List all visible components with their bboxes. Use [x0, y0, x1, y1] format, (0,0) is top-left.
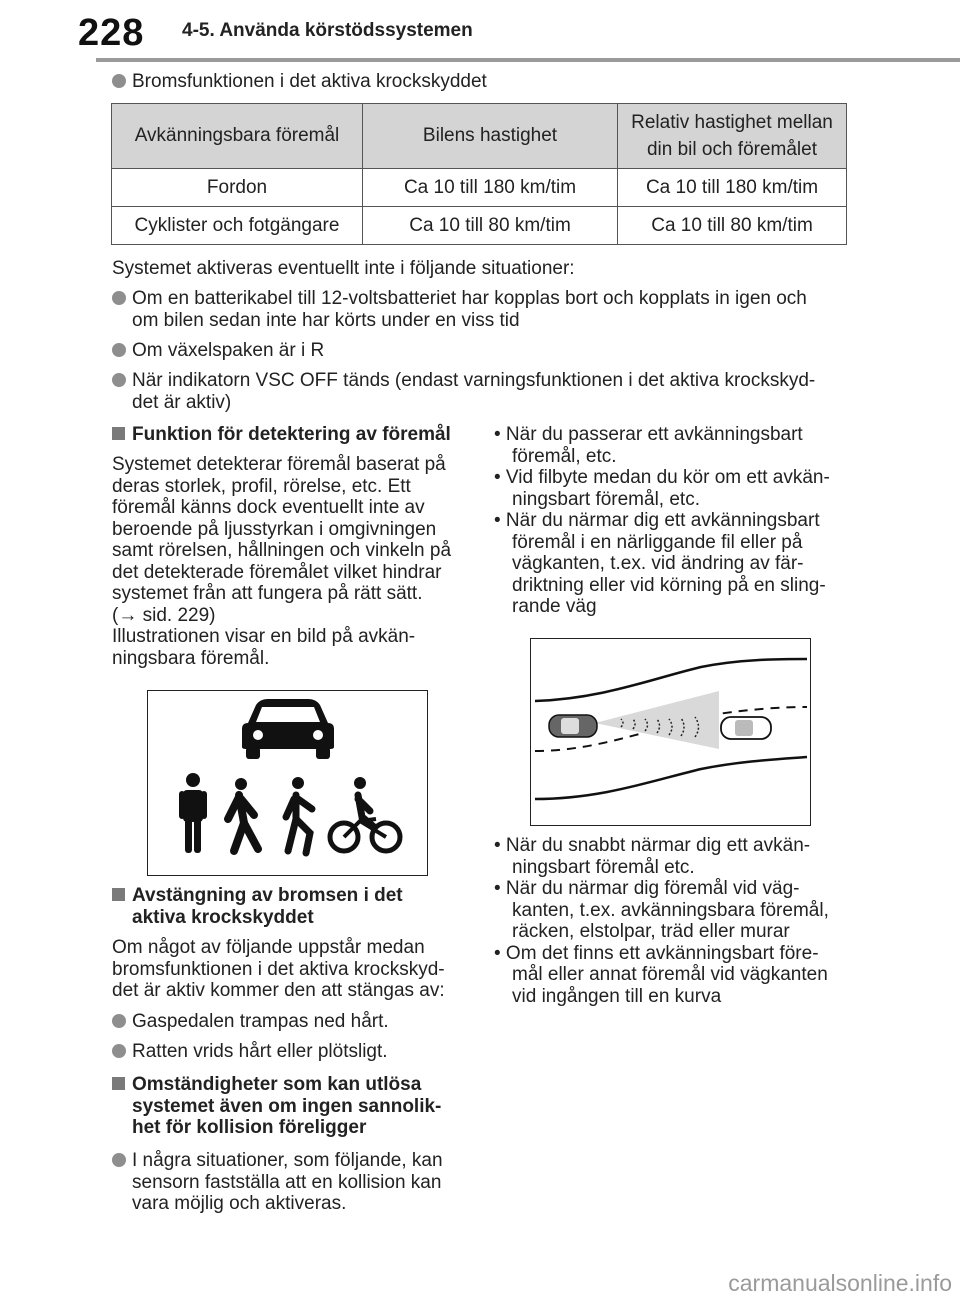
- table-cell: Ca 10 till 80 km/tim: [363, 207, 618, 245]
- circumstances-heading: Omständigheter som kan utlösa systemet även om ingen sannolik- het för kollision föreligger: [112, 1074, 441, 1139]
- square-bullet-icon: [112, 888, 125, 901]
- table-header-line: Relativ hastighet mellan: [631, 112, 833, 133]
- watermark: carmanualsonline.info: [728, 1270, 952, 1296]
- bullet-icon: [112, 74, 126, 88]
- page-reference-link[interactable]: (→ sid. 229): [112, 604, 216, 626]
- objects-figure: [147, 690, 428, 876]
- not-activate-item: Om en batterikabel till 12-voltsbatteriet har kopplas bort och kopplats in igen och om bilen sedan inte har körts under en viss tid: [112, 288, 852, 331]
- bullet-icon: [112, 373, 126, 387]
- bullet-icon: [112, 291, 126, 305]
- page-number: 228: [78, 12, 145, 54]
- disable-item: Gaspedalen trampas ned hårt.: [112, 1011, 389, 1033]
- curved-road-sensor-illustration: [531, 639, 810, 825]
- square-bullet-icon: [112, 1077, 125, 1090]
- road-figure: [530, 638, 811, 826]
- square-bullet-icon: [112, 427, 125, 440]
- table-cell: Ca 10 till 80 km/tim: [618, 207, 847, 245]
- bullet-icon: [112, 343, 126, 357]
- table-cell: Ca 10 till 180 km/tim: [618, 169, 847, 207]
- list-item: • När du snabbt närmar dig ett avkän- ningsbart föremål etc.: [494, 835, 811, 878]
- bullet-icon: [112, 1014, 126, 1028]
- table-row: [112, 169, 847, 207]
- table-header-row: [112, 104, 847, 169]
- not-activate-intro: Systemet aktiveras eventuellt inte i följande situationer:: [112, 258, 575, 279]
- detection-heading: Funktion för detektering av föremål: [112, 424, 451, 446]
- bullet-icon: [112, 1044, 126, 1058]
- pedestrian-running-icon: [286, 777, 312, 853]
- list-item: • När du passerar ett avkänningsbart föremål, etc.: [494, 424, 803, 467]
- disable-heading: Avstängning av bromsen i det aktiva krockskyddet: [112, 885, 403, 928]
- table-header-cell: Bilens hastighet: [363, 104, 618, 169]
- situation-list-top: [494, 424, 854, 618]
- pedestrian-standing-icon: [179, 773, 207, 853]
- table-header-line: din bil och föremålet: [646, 139, 818, 160]
- bullet-icon: [112, 1153, 126, 1167]
- car-icon: [242, 699, 334, 759]
- section-title: 4-5. Använda körstödssystemen: [182, 20, 473, 41]
- list-item: • När du närmar dig föremål vid väg- kanten, t.ex. avkänningsbara föremål, räcken, elstolpar, träd eller murar: [494, 878, 829, 942]
- vehicle-pedestrians-cyclist-icons: [148, 691, 427, 875]
- disable-item: Ratten vrids hårt eller plötsligt.: [112, 1041, 388, 1063]
- list-item: • När du närmar dig ett avkänningsbart föremål i en närliggande fil eller på vägkanten, t.ex. vid ändring av fär- driktning eller vid körning på en sling- rande väg: [494, 510, 826, 617]
- circumstances-item: I några situationer, som följande, kan sensorn fastställa att en kollision kan vara möjlig och aktiveras.: [112, 1150, 443, 1215]
- not-activate-item: När indikatorn VSC OFF tänds (endast varningsfunktionen i det aktiva krockskyd- det är aktiv): [112, 370, 852, 413]
- header-divider: [96, 58, 960, 62]
- speed-table: [111, 103, 847, 245]
- sensor-beam: [595, 691, 719, 749]
- intro-bullet: Bromsfunktionen i det aktiva krockskyddet: [112, 71, 487, 93]
- disable-paragraph: Om något av följande uppstår medan bromsfunktionen i det aktiva krockskyd- det är aktiv kommer den att stängas av:: [112, 937, 445, 1001]
- situation-list-bottom: [494, 835, 854, 1007]
- pedestrian-walking-icon: [228, 778, 258, 851]
- own-car-icon: [549, 715, 597, 737]
- table-header-cell: [618, 104, 847, 169]
- table-cell: Fordon: [112, 169, 363, 207]
- list-item: • Om det finns ett avkänningsbart före- mål eller annat föremål vid vägkanten vid ingången till en kurva: [494, 942, 828, 1007]
- detection-paragraph: Systemet detekterar föremål baserat på deras storlek, profil, rörelse, etc. Ett föremål känns dock eventuellt inte av beroende på ljusstyrkan i omgivningen samt rörelsen, hållningen och vinkeln på det detekterade föremålet vilket hindrar systemet från att fungera på rätt sätt. (→ sid. 229) Illustrationen visar en bild på avkän- ningsbara föremål.: [112, 454, 472, 669]
- target-car-icon: [721, 717, 771, 739]
- table-cell: Cyklister och fotgängare: [112, 207, 363, 245]
- table-header-cell: Avkänningsbara föremål: [112, 104, 363, 169]
- not-activate-item: Om växelspaken är i R: [112, 340, 324, 362]
- table-cell: Ca 10 till 180 km/tim: [363, 169, 618, 207]
- list-item: • Vid filbyte medan du kör om ett avkän- ningsbart föremål, etc.: [494, 467, 830, 510]
- cyclist-icon: [330, 777, 400, 851]
- table-row: [112, 207, 847, 245]
